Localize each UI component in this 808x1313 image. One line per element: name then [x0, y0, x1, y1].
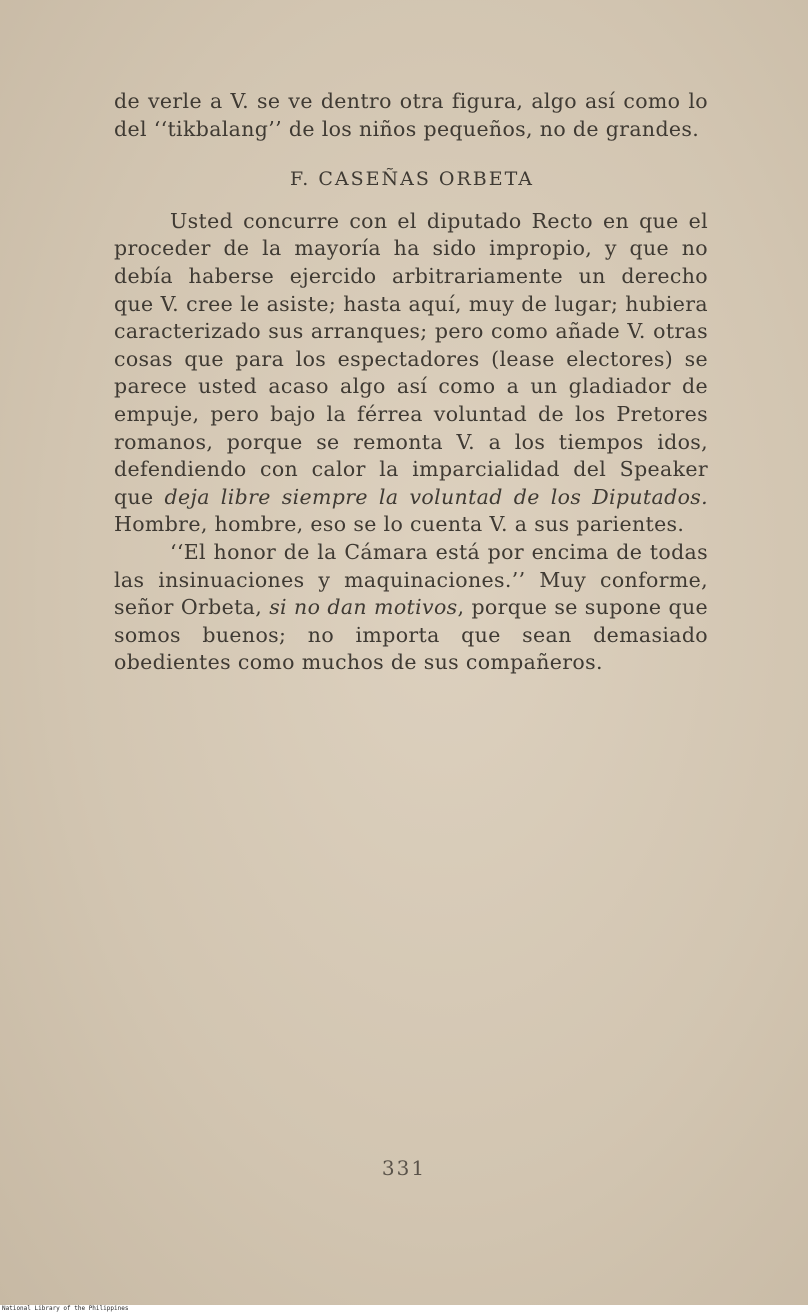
- paragraph-text: , porque se supone que somos buenos; no importa que sean demasiado obedientes como muchos de sus compañeros.: [114, 595, 708, 675]
- italic-phrase: si no dan motivos: [269, 595, 458, 620]
- paragraph-quote: [114, 539, 708, 677]
- section-heading: F. CASEÑAS ORBETA: [290, 168, 534, 191]
- paragraph-text: ‘‘El honor de la Cámara está por encima de todas las insinuaciones y maquinaciones.’’ Muy conforme, señor Orbeta,: [114, 539, 708, 620]
- paragraph-reply: [114, 208, 708, 539]
- body-text: [114, 88, 708, 677]
- page-number: 331: [381, 1156, 427, 1180]
- library-footer: National Library of the Philippines: [0, 1305, 808, 1313]
- italic-quote: deja libre siempre la voluntad de los Diputados.: [164, 484, 708, 509]
- paragraph-text: Hombre, hombre, eso se lo cuenta V. a sus parientes.: [114, 512, 685, 537]
- paragraph-continuation: de verle a V. se ve dentro otra figura, algo así como lo del ‘‘tikbalang’’ de los niños pequeños, no de grandes.: [114, 89, 708, 141]
- paragraph-text: Usted concurre con el diputado Recto en que el proceder de la mayoría ha sido impropio, y que no debía haberse ejercido arbitrariamente un derecho que V. cree le asiste; hasta aquí, muy de lugar; hubiera caracterizado sus arranques; pero como añade V. otras cosas que para los espectadores (lease electores) se parece usted acaso algo así como a un gladiador de empuje, pero bajo la férrea voluntad de los Pretores romanos, porque se remonta V. a los tiempos idos, defendiendo con calor la imparcialidad del Speaker que: [114, 208, 708, 509]
